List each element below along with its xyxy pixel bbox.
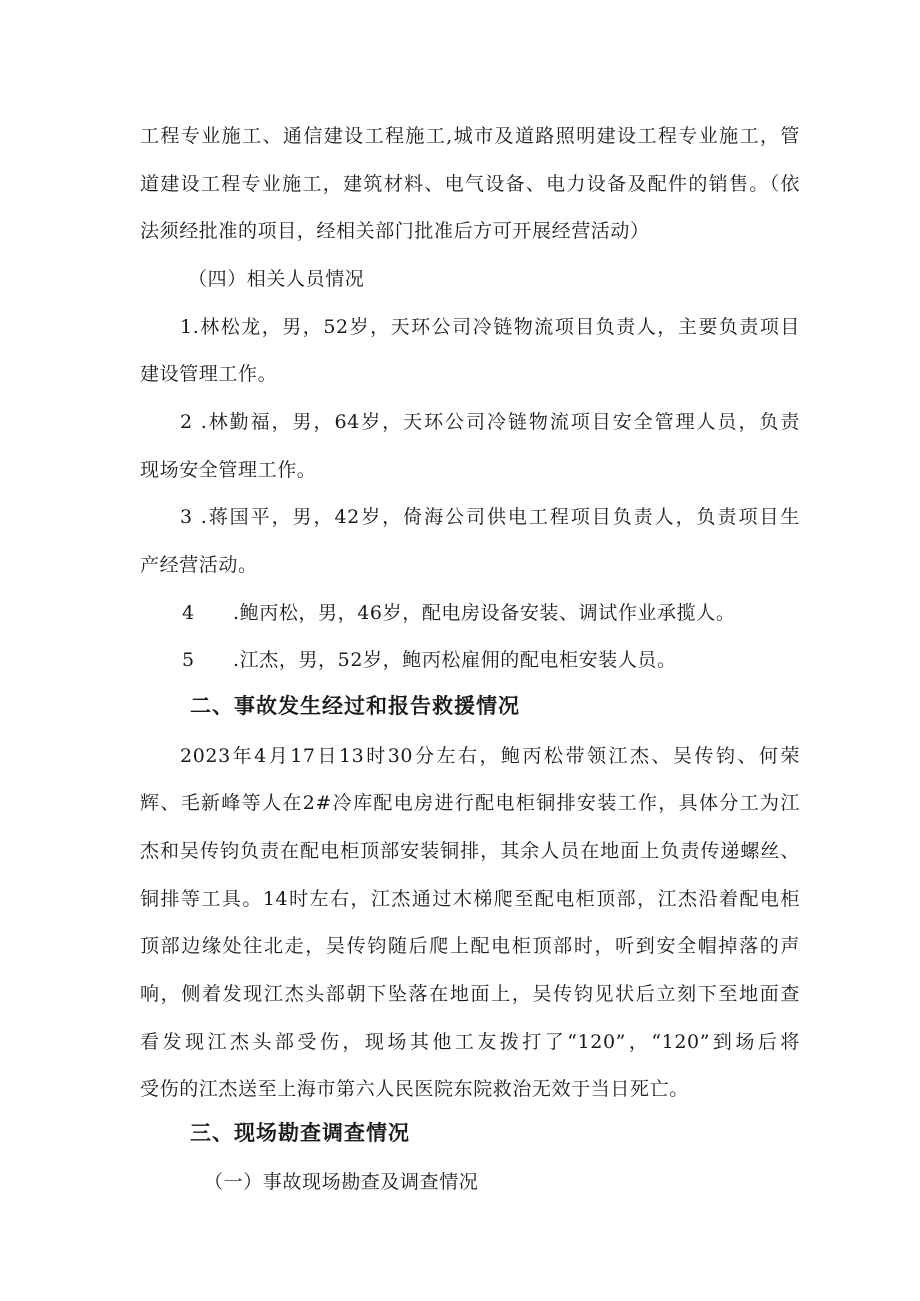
paragraph-line: 辉、毛新峰等人在2#冷库配电房进行配电柜铜排安装工作，具体分工为江	[140, 792, 800, 814]
paragraph-line: 产经营活动。	[140, 554, 258, 576]
section-heading: 三、现场勘查调查情况	[190, 1121, 410, 1145]
paragraph-line: 建设管理工作。	[140, 363, 278, 385]
subsection-title: （一）事故现场勘查及调查情况	[204, 1171, 479, 1193]
paragraph-line: 2 .林勤福，男，64岁，天环公司冷链物流项目安全管理人员，负责	[180, 411, 800, 433]
paragraph-line: 2023年4月17日13时30分左右，鲍丙松带领江杰、吴传钧、何荣	[180, 745, 800, 767]
paragraph-line: 1.林松龙，男，52岁，天环公司冷链物流项目负责人，主要负责项目	[180, 316, 800, 338]
text-line: 工程专业施工、通信建设工程施工,城市及道路照明建设工程专业施工，管	[140, 125, 800, 147]
text-line: 道建设工程专业施工，建筑材料、电气设备、电力设备及配件的销售。（依	[140, 173, 800, 195]
paragraph-line: .鲍丙松，男，46岁，配电房设备安装、调试作业承揽人。	[233, 602, 736, 624]
paragraph-line: 现场安全管理工作。	[140, 459, 317, 481]
subsection-title: （四）相关人员情况	[188, 268, 365, 290]
paragraph-line: 看发现江杰头部受伤，现场其他工友拨打了“120”，“120”到场后将	[140, 1031, 800, 1053]
paragraph-line: 响，侧着发现江杰头部朝下坠落在地面上，吴传钧见状后立刻下至地面查	[140, 983, 800, 1005]
paragraph-line: 铜排等工具。14时左右，江杰通过木梯爬至配电柜顶部，江杰沿着配电柜	[140, 888, 800, 910]
text-line: 法须经批准的项目，经相关部门批准后方可开展经营活动）	[140, 220, 650, 242]
paragraph-line: 受伤的江杰送至上海市第六人民医院东院救治无效于当日死亡。	[140, 1078, 689, 1100]
paragraph-line: .江杰，男，52岁，鲍丙松雇佣的配电柜安装人员。	[233, 649, 677, 671]
list-number: 4	[182, 602, 195, 624]
list-number: 5	[182, 649, 195, 671]
section-heading: 二、事故发生经过和报告救援情况	[190, 694, 520, 718]
paragraph-line: 顶部边缘处往北走，吴传钧随后爬上配电柜顶部时，听到安全帽掉落的声	[140, 935, 800, 957]
paragraph-line: 杰和吴传钧负责在配电柜顶部安装铜排，其余人员在地面上负责传递螺丝、	[140, 840, 800, 862]
paragraph-line: 3 .蒋国平，男，42岁，倚海公司供电工程项目负责人，负责项目生	[180, 506, 800, 528]
